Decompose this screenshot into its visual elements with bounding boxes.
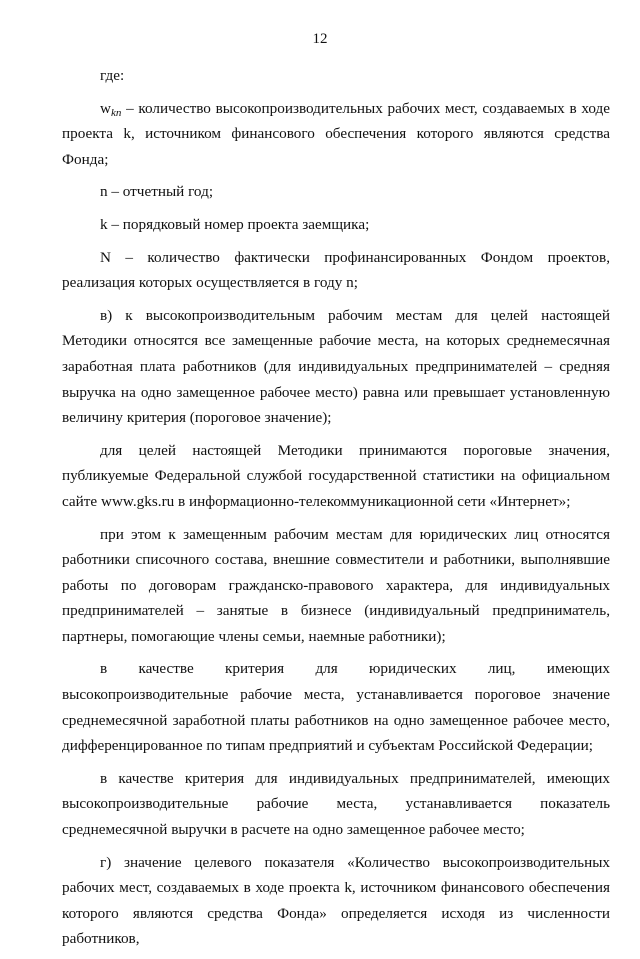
paragraph-where: где: — [100, 67, 125, 84]
paragraph-definition-k: k – порядковый номер проекта заемщика; — [100, 215, 370, 233]
paragraph-item-v: в) к высокопроизводительным рабочим местам для целей настоящей Методики относятся все замещенные рабочие места, на которых среднемесячная заработная плата работников (для индивидуальных предпринимателей – средняя выручка на одно замещенное рабочее место) равна или превышает установленную величину критерия (пороговое значение); — [62, 306, 610, 427]
paragraph-definition-w: $w_{kn}$ – количество высокопроизводительных рабочих мест, создаваемых в ходе проекта k, источником финансового обеспечения которого являются средства Фонда; — [62, 99, 610, 168]
paragraph-definition-n: n – отчетный год; — [100, 183, 214, 201]
paragraph-definition-N: N – количество фактически профинансированных Фондом проектов, реализация которых осуществляется в году n; — [62, 248, 610, 292]
paragraph-criterion-legal: в качестве критерия для юридических лиц, имеющих высокопроизводительные рабочие места, устанавливается пороговое значение среднемесячной заработной платы работников на одно замещенное рабочее место, дифференцированное по типам предприятий и субъектам Российской Федерации; — [62, 660, 610, 755]
paragraph-workplaces: при этом к замещенным рабочим местам для юридических лиц относятся работники списочного состава, внешние совместители и работники, выполнявшие работы по договорам гражданско-правового характера, для индивидуальных предпринимателей – занятые в бизнесе (индивидуальный предприниматель, партнеры, помогающие члены семьи, наемные работники); — [62, 525, 610, 645]
document-body — [62, 63, 610, 959]
paragraph-criterion-entrepreneurs: в качестве критерия для индивидуальных предпринимателей, имеющих высокопроизводительные рабочие места, устанавливается показатель среднемесячной выручки в расчете на одно замещенное рабочее место; — [62, 769, 610, 839]
paragraph-item-g: г) значение целевого показателя «Количество высокопроизводительных рабочих мест, создаваемых в ходе проекта k, источником финансового обеспечения которого являются средства Фонда» определяется исходя из численности работников, — [62, 853, 610, 948]
variable-w-kn: $w_{kn}$ — [100, 99, 122, 119]
paragraph-threshold-values: для целей настоящей Методики принимаются пороговые значения, публикуемые Федеральной службой государственной статистики на официальном сайте www.gks.ru в информационно-телекоммуникационной сети «Интернет»; — [62, 441, 610, 510]
page-number: 12 — [312, 31, 328, 47]
